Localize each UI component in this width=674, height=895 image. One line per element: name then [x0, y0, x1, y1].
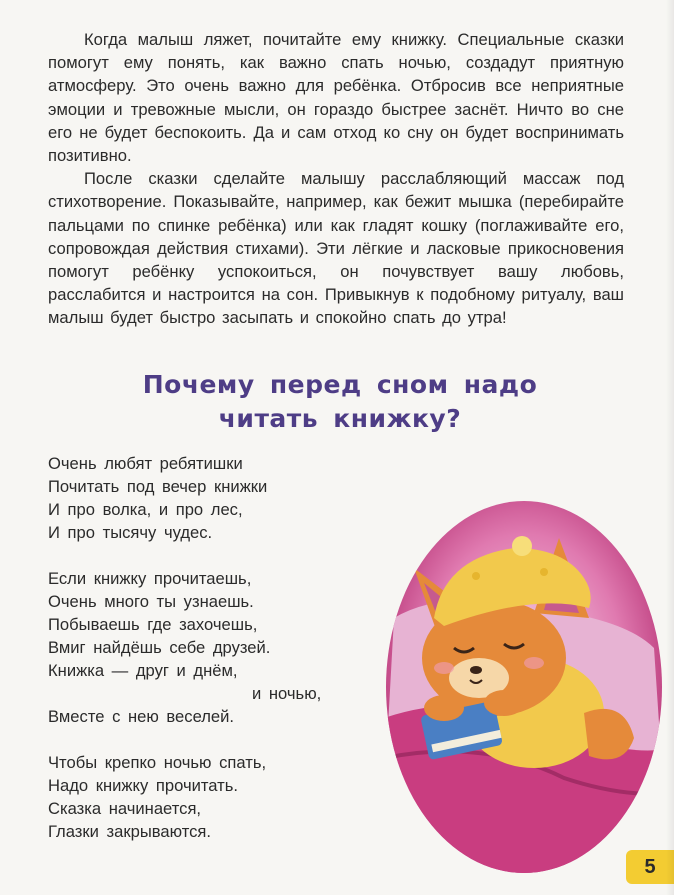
poem-line: и ночью,: [252, 684, 322, 703]
poem-line: Очень много ты узнаешь.: [48, 592, 254, 611]
fox-nose: [470, 666, 482, 674]
page-edge: [666, 0, 674, 895]
intro-text: [48, 28, 624, 330]
fox-paw-right: [484, 690, 524, 716]
paragraph-2: После сказки сделайте малышу расслабляющий массаж под стихотворение. Показывайте, например, как бежит мышка (перебирайте пальцами по спинке ребёнка) или как гладят кошку (поглаживайте его, сопровождая действия стихами). Эти лёгкие и ласковые прикосновения помогут ребёнку успокоиться, он почувствует вашу любовь, расслабится и настроится на сон. Привыкнув к подобному ритуалу, ваш малыш будет быстро засыпать и спокойно спать до утра!: [48, 169, 624, 328]
stanza-2: [48, 567, 348, 728]
poem-line: Очень любят ребятишки: [48, 454, 243, 473]
section-heading: [60, 368, 620, 436]
poem-line: Побываешь где захочешь,: [48, 615, 258, 634]
poem-line: Сказка начинается,: [48, 799, 202, 818]
heading-line-1: Почему перед сном надо: [142, 370, 538, 399]
fox-image: [384, 498, 664, 876]
poem-line: И про волка, и про лес,: [48, 500, 243, 519]
poem-line: Надо книжку прочитать.: [48, 776, 239, 795]
page-number: 5: [626, 850, 674, 884]
fox-paw-left: [424, 695, 464, 721]
sleeping-fox-illustration: [384, 498, 664, 876]
poem-line: Чтобы крепко ночью спать,: [48, 753, 267, 772]
stanza-1: [48, 452, 348, 544]
poem-line: Глазки закрываются.: [48, 822, 212, 841]
paragraph-1: Когда малыш ляжет, почитайте ему книжку. Специальные сказки помогут ему понять, как важно спать ночью, создадут приятную атмосферу. Это очень важно для ребёнка. Отбросив все неприятные эмоции и тревожные мысли, он гораздо быстрее заснёт. Ничто во сне его не будет беспокоить. Да и сам отход ко сну он будет воспринимать позитивно.: [48, 30, 624, 166]
poem-line: Вместе с нею веселей.: [48, 707, 235, 726]
stanza-3: [48, 751, 348, 843]
poem-line: Книжка — друг и днём,: [48, 661, 238, 680]
poem-line: И про тысячу чудес.: [48, 523, 213, 542]
poem: [48, 452, 348, 866]
poem-line: Почитать под вечер книжки: [48, 477, 268, 496]
poem-line: Вмиг найдёшь себе друзей.: [48, 638, 271, 657]
poem-line: Если книжку прочитаешь,: [48, 569, 252, 588]
heading-line-2: читать книжку?: [218, 404, 462, 433]
